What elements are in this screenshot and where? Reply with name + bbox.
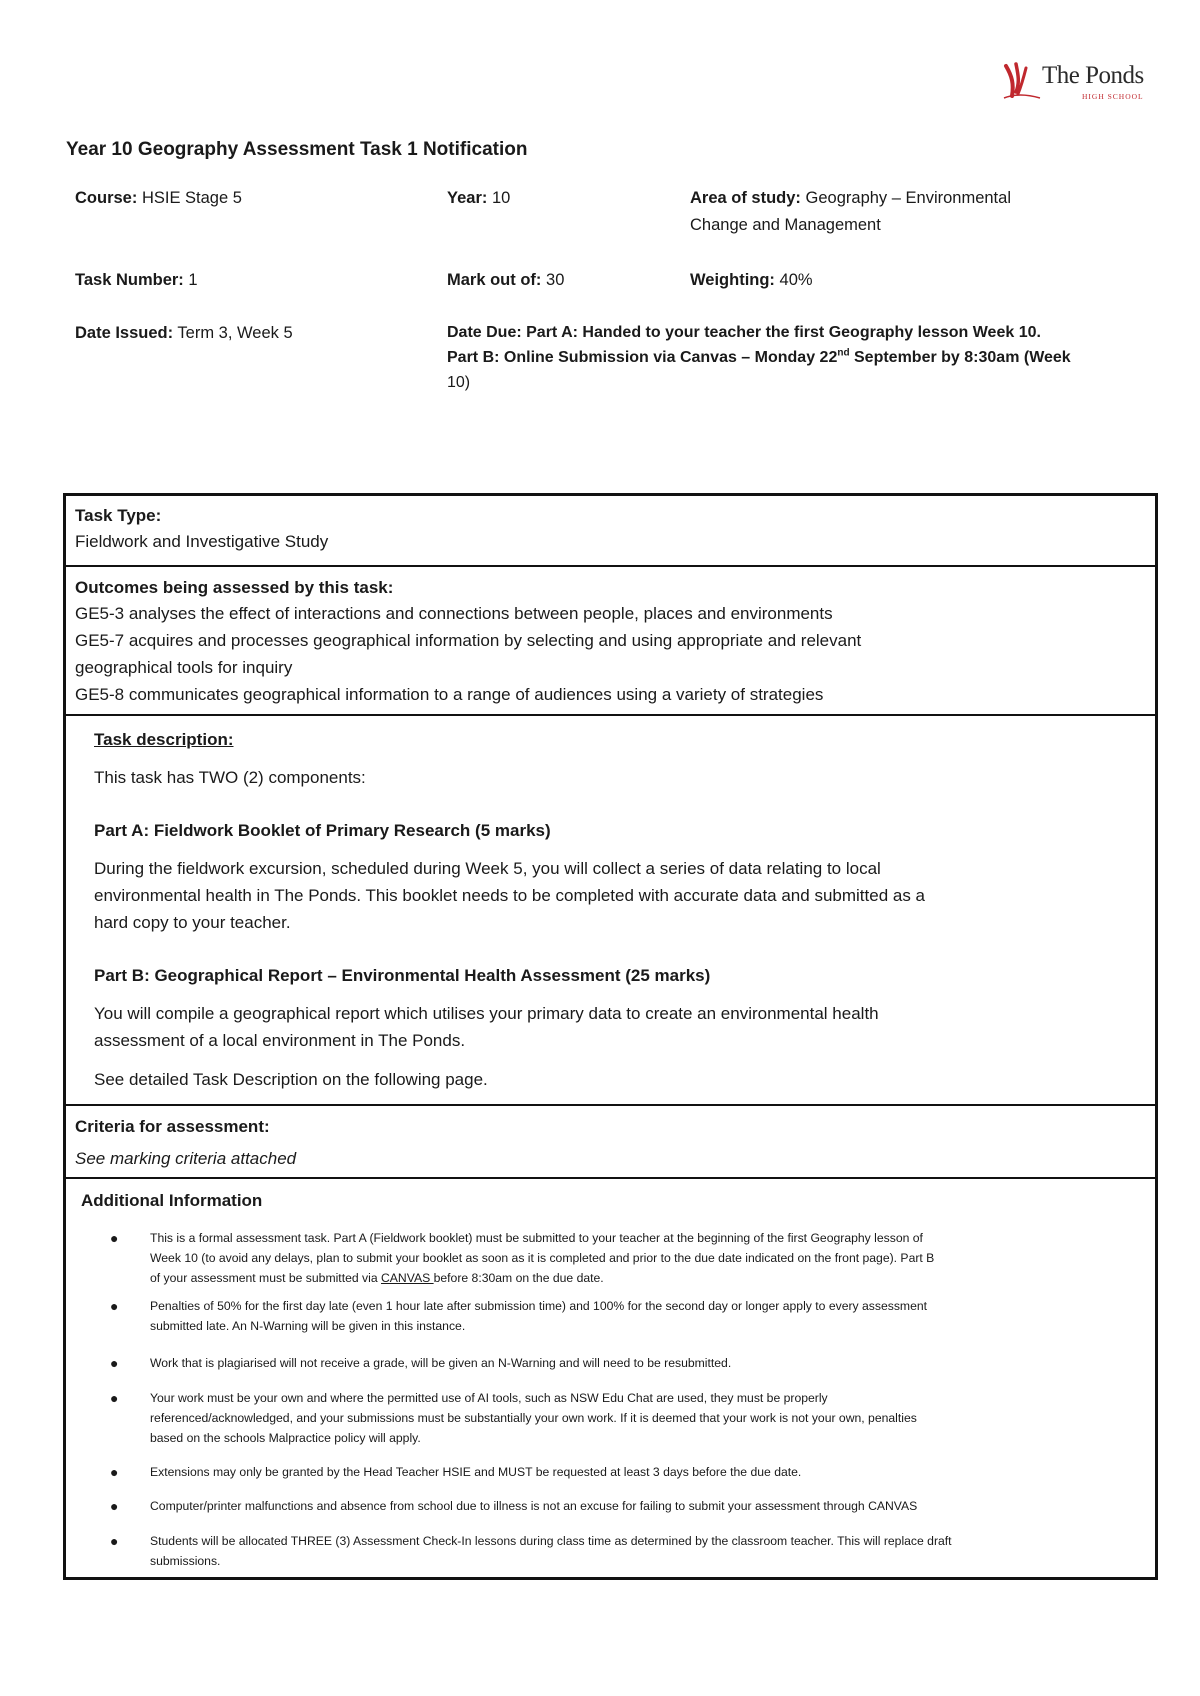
criteria-value: See marking criteria attached (75, 1149, 297, 1168)
bullet-2-line-2: submitted late. An N-Warning will be given in this instance. (150, 1319, 466, 1333)
task-description-label: Task description: (94, 730, 234, 749)
mark-value: 30 (546, 271, 565, 289)
date-due-line-3: 10) (447, 374, 471, 391)
bullet-icon: ● (110, 1298, 119, 1314)
course-value: HSIE Stage 5 (141, 189, 242, 207)
bullet-1-line-3a: of your assessment must be submitted via (150, 1271, 381, 1285)
bullet-7-line-1: Students will be allocated THREE (3) Assessment Check-In lessons during class time as determined by the classroom teacher. This will replace draft (150, 1534, 952, 1548)
part-b-heading: Part B: Geographical Report – Environmental Health Assessment (25 marks) (94, 966, 711, 985)
part-a-text-line-3: hard copy to your teacher. (94, 913, 291, 932)
date-due-line-2a: Part B: Online Submission via Canvas – Monday 22 (447, 349, 838, 366)
bullet-icon: ● (110, 1464, 119, 1480)
bullet-7-line-2: submissions. (150, 1554, 221, 1568)
outcome-ge5-3: GE5-3 analyses the effect of interactions and connections between people, places and environments (75, 604, 833, 623)
part-b-text-line-1: You will compile a geographical report which utilises your primary data to create an environmental health (94, 1004, 879, 1023)
outcomes-label: Outcomes being assessed by this task: (75, 578, 394, 597)
date-due-field (447, 320, 1071, 395)
part-a-heading: Part A: Fieldwork Booklet of Primary Research (5 marks) (94, 821, 551, 840)
bullet-1-line-3b: before 8:30am on the due date. (433, 1271, 604, 1285)
additional-info-label: Additional Information (81, 1191, 263, 1210)
see-detailed-description: See detailed Task Description on the following page. (94, 1070, 488, 1089)
task-description-intro: This task has TWO (2) components: (94, 768, 366, 787)
date-due-line-1: Date Due: Part A: Handed to your teacher the first Geography lesson Week 10. (447, 324, 1041, 341)
area-value-line-1: Geography – Environmental (805, 189, 1011, 207)
school-crest-icon (1000, 62, 1044, 106)
bullet-3-line-1: Work that is plagiarised will not receive a grade, will be given an N-Warning and will need to be resubmitted. (150, 1356, 732, 1370)
weighting-value: 40% (779, 271, 813, 289)
bullet-4-line-1: Your work must be your own and where the permitted use of AI tools, such as NSW Edu Chat are used, they must be properly (150, 1391, 828, 1405)
divider-3 (63, 1104, 1158, 1106)
bullet-icon: ● (110, 1355, 119, 1371)
part-b-text-line-2: assessment of a local environment in The Ponds. (94, 1031, 466, 1050)
outcome-ge5-8: GE5-8 communicates geographical information to a range of audiences using a variety of strategies (75, 685, 824, 704)
area-value-line-2: Change and Management (690, 216, 881, 234)
task-type-label: Task Type: (75, 506, 162, 525)
bullet-1-line-1: This is a formal assessment task. Part A (Fieldwork booklet) must be submitted to your teacher at the beginning of the first Geography lesson of (150, 1231, 923, 1245)
bullet-4-line-3: based on the schools Malpractice policy will apply. (150, 1431, 421, 1445)
outcome-ge5-7-line-1: GE5-7 acquires and processes geographical information by selecting and using appropriate and relevant (75, 631, 862, 650)
task-number-label: Task Number: (75, 271, 184, 289)
divider-2 (63, 714, 1158, 716)
bullet-icon: ● (110, 1230, 119, 1246)
date-due-sup: nd (837, 347, 850, 359)
date-issued-field (75, 320, 293, 347)
area-label: Area of study: (690, 189, 801, 207)
criteria-label: Criteria for assessment: (75, 1117, 270, 1136)
date-issued-label: Date Issued: (75, 324, 174, 342)
course-label: Course: (75, 189, 138, 207)
year-value: 10 (491, 189, 511, 207)
bullet-6-line-1: Computer/printer malfunctions and absence from school due to illness is not an excuse for failing to submit your assessment through CANVAS (150, 1499, 918, 1513)
weighting-field (690, 267, 813, 294)
year-label: Year: (447, 189, 488, 207)
bullet-icon: ● (110, 1390, 119, 1406)
mark-field (447, 267, 564, 294)
bullet-2-line-1: Penalties of 50% for the first day late (even 1 hour late after submission time) and 100% for the second day or longer apply to every assessment (150, 1299, 928, 1313)
mark-label: Mark out of: (447, 271, 542, 289)
date-due-line-2b: September by 8:30am (Week (849, 349, 1071, 366)
outcome-ge5-7-line-2: geographical tools for inquiry (75, 658, 293, 677)
school-logo (1000, 58, 1160, 108)
logo-name: The Ponds (1042, 62, 1144, 89)
canvas-link[interactable]: CANVAS (381, 1271, 434, 1285)
bullet-4-line-2: referenced/acknowledged, and your submissions must be substantially your own work. If it is deemed that your work is not your own, penalties (150, 1411, 917, 1425)
divider-1 (63, 565, 1158, 567)
weighting-label: Weighting: (690, 271, 775, 289)
task-type-value: Fieldwork and Investigative Study (75, 532, 329, 551)
date-issued-value: Term 3, Week 5 (177, 324, 293, 342)
bullet-icon: ● (110, 1533, 119, 1549)
task-number-value: 1 (188, 271, 198, 289)
bullet-icon: ● (110, 1498, 119, 1514)
course-field (75, 185, 242, 212)
part-a-text-line-1: During the fieldwork excursion, scheduled during Week 5, you will collect a series of data relating to local (94, 859, 881, 878)
task-number-field (75, 267, 198, 294)
logo-subtitle: HIGH SCHOOL (1082, 92, 1144, 101)
bullet-1-line-2: Week 10 (to avoid any delays, plan to submit your booklet as soon as it is completed and prior to the due date indicated on the front page). Part B (150, 1251, 935, 1265)
area-field (690, 185, 1011, 239)
divider-4 (63, 1177, 1158, 1179)
year-field (447, 185, 510, 212)
bullet-5-line-1: Extensions may only be granted by the Head Teacher HSIE and MUST be requested at least 3 days before the due date. (150, 1465, 802, 1479)
page-title: Year 10 Geography Assessment Task 1 Notification (66, 139, 528, 160)
part-a-text-line-2: environmental health in The Ponds. This booklet needs to be completed with accurate data and submitted as a (94, 886, 925, 905)
